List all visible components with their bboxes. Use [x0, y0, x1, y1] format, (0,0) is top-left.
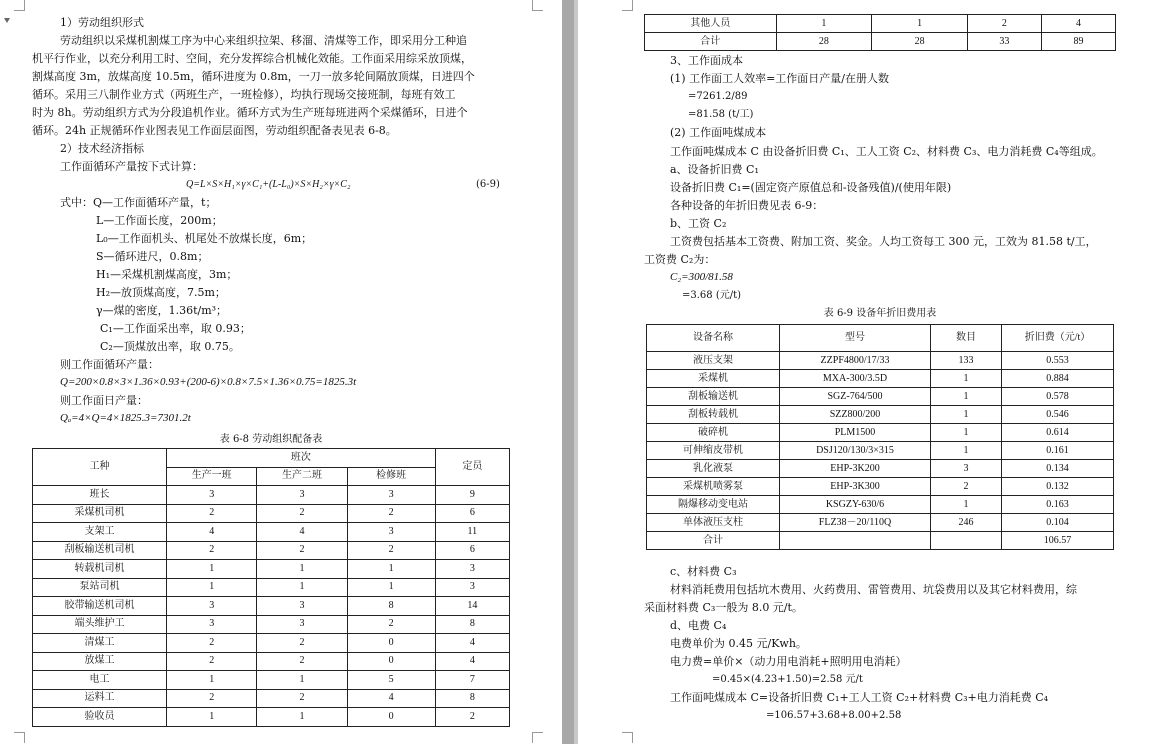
table-cell: 3: [257, 486, 347, 505]
table-row: [647, 406, 1114, 424]
heading-ton-cost: (2) 工作面吨煤成本: [670, 126, 767, 139]
cycle-output-calc: Q=200×0.8×3×1.36×0.93+(200-6)×0.8×7.5×1.36×0.75=1825.3t: [60, 376, 357, 388]
header-model: 型号: [780, 325, 931, 352]
formula: Q=L×S×H₁×γ×C₁+(L-L₀)×S×H₂×γ×C₂: [186, 179, 351, 190]
table-cell: 3: [257, 615, 347, 634]
table-cell: 2: [347, 504, 435, 523]
table-cell: 转载机司机: [33, 560, 167, 579]
table-cell: 1: [931, 424, 1002, 442]
wages-result: =3.68 (元/t): [682, 290, 742, 301]
table-cell: 0.884: [1002, 370, 1114, 388]
header-shift: 班次: [167, 449, 436, 468]
table-cell: MXA-300/3.5D: [780, 370, 931, 388]
table-cell: 2: [167, 652, 257, 671]
table-cell: 其他人员: [645, 15, 777, 33]
table-cell: [931, 532, 1002, 550]
table-6-9-caption: 表 6-9 设备年折旧费用表: [823, 308, 937, 319]
table-cell: 0: [347, 708, 435, 727]
table-cell: 放煤工: [33, 652, 167, 671]
ton-cost-description: 工作面吨煤成本 C 由设备折旧费 C₁、工人工资 C₂、材料费 C₃、电力消耗费 C₄等组成。: [670, 145, 1103, 158]
efficiency-formula: (1) 工作面工人效率=工作面日产量/在册人数: [670, 72, 889, 85]
depreciation-note: 各种设备的年折旧费见表 6-9：: [670, 199, 824, 212]
table-cell: 胶带输送机司机: [33, 597, 167, 616]
table-cell: 3: [167, 615, 257, 634]
table-row: [33, 578, 510, 597]
table-cell: 隔爆移动变电站: [647, 496, 780, 514]
formula-def: C₁—工作面采出率，取 0.93；: [100, 322, 251, 335]
table-cell: 单体液压支柱: [647, 514, 780, 532]
table-row: [33, 597, 510, 616]
table-cell: [780, 532, 931, 550]
table-cell: 电工: [33, 671, 167, 690]
table-cell: 液压支架: [647, 352, 780, 370]
table-cell: 1: [872, 15, 968, 33]
table-cell: 合计: [647, 532, 780, 550]
table-cell: 89: [1041, 33, 1115, 51]
formula-def: S—循环进尺，0.8m；: [96, 250, 209, 263]
table-cell: 133: [931, 352, 1002, 370]
table-cell: 0.546: [1002, 406, 1114, 424]
table-cell: 1: [931, 442, 1002, 460]
table-cell: 2: [931, 478, 1002, 496]
crop-mark-icon: [14, 0, 25, 11]
heading-tech-indicators: 2）技术经济指标: [60, 142, 144, 155]
table-cell: 0.104: [1002, 514, 1114, 532]
table-cell: 乳化液泵: [647, 460, 780, 478]
table-cell: 11: [435, 523, 509, 542]
table-cell: 采煤机: [647, 370, 780, 388]
table-row: [33, 634, 510, 653]
table-cell: 0.553: [1002, 352, 1114, 370]
wages-text: 工资费包括基本工资费、附加工资、奖金。人均工资每工 300 元，工效为 81.58 t/工，: [670, 235, 1097, 248]
crop-mark-icon: [14, 732, 25, 743]
table-row: [33, 615, 510, 634]
table-cell: 4: [167, 523, 257, 542]
electricity-price: 电费单价为 0.45 元/Kwh。: [670, 637, 807, 650]
table-row: [33, 523, 510, 542]
table-cell: 106.57: [1002, 532, 1114, 550]
table-cell: 8: [347, 597, 435, 616]
table-cell: 1: [167, 560, 257, 579]
table-row: [33, 671, 510, 690]
table-cell: 2: [257, 652, 347, 671]
table-cell: 6: [435, 504, 509, 523]
table-row: [647, 442, 1114, 460]
crop-mark-icon: [622, 732, 633, 743]
document-page-left: [0, 0, 562, 744]
header-total: 定员: [435, 449, 509, 486]
table-row: [647, 478, 1114, 496]
table-cell: 0.134: [1002, 460, 1114, 478]
table-cell: 8: [435, 689, 509, 708]
formula-number: (6-9): [476, 179, 500, 190]
table-cell: DSJ120/130/3×315: [780, 442, 931, 460]
total-cost-calc: =106.57+3.68+8.00+2.58: [766, 710, 902, 721]
depreciation-title: a、设备折旧费 C₁: [670, 163, 759, 176]
table-row: [33, 486, 510, 505]
table-cell: 1: [931, 496, 1002, 514]
table-cell: 破碎机: [647, 424, 780, 442]
table-cell: 可伸缩皮带机: [647, 442, 780, 460]
table-cell: EHP-3K300: [780, 478, 931, 496]
table-cell: 4: [435, 652, 509, 671]
material-text: 材料消耗费用包括坑木费用、火药费用、雷管费用、坑袋费用以及其它材料费用，综: [670, 583, 1077, 596]
table-row: [33, 504, 510, 523]
paragraph-line: 时为 8h。劳动组织方式为分段追机作业。循环方式为生产班每班进两个采煤循环，日进个: [32, 106, 468, 119]
table-cell: 2: [435, 708, 509, 727]
material-text: 采面材料费 C₃一般为 8.0 元/t。: [644, 601, 803, 614]
table-cell: 刮板输送机司机: [33, 541, 167, 560]
table-cell: 1: [257, 708, 347, 727]
electricity-calc: =0.45×(4.23+1.50)=2.58 元/t: [712, 674, 863, 685]
heading-face-cost: 3、工作面成本: [670, 54, 743, 67]
table-cell: 0: [347, 634, 435, 653]
table-cell: 1: [776, 15, 872, 33]
table-cell: 1: [347, 578, 435, 597]
collapse-caret-icon[interactable]: [4, 18, 10, 23]
table-row: [33, 652, 510, 671]
header-depreciation: 折旧费（元/t）: [1002, 325, 1114, 352]
table-row: [647, 460, 1114, 478]
table-cell: 刮板输送机: [647, 388, 780, 406]
depreciation-table: [646, 324, 1114, 550]
table-row: [645, 33, 1116, 51]
table-cell: 2: [257, 541, 347, 560]
table-row: [647, 496, 1114, 514]
header-type: 工种: [33, 449, 167, 486]
table-cell: 1: [931, 388, 1002, 406]
table-cell: 0.163: [1002, 496, 1114, 514]
formula-def: γ—煤的密度，1.36t/m³；: [96, 304, 228, 317]
table-cell: 2: [347, 615, 435, 634]
header-equipment: 设备名称: [647, 325, 780, 352]
table-row: [647, 424, 1114, 442]
table-row: [645, 15, 1116, 33]
table-row: [33, 708, 510, 727]
depreciation-formula: 设备折旧费 C₁=(固定资产原值总和-设备残值)/(使用年限): [670, 181, 952, 194]
table-cell: 4: [257, 523, 347, 542]
table-cell: 4: [1041, 15, 1115, 33]
table-cell: 2: [967, 15, 1041, 33]
table-cell: 0.161: [1002, 442, 1114, 460]
table-cell: 清煤工: [33, 634, 167, 653]
table-6-8-caption: 表 6-8 劳动组织配备表: [219, 434, 323, 445]
formula-def: H₂—放顶煤高度，7.5m；: [96, 286, 226, 299]
table-cell: 3: [931, 460, 1002, 478]
efficiency-result: =81.58 (t/工): [688, 109, 754, 120]
paragraph-line: 循环。采用三八制作业方式（两班生产，一班检修），均执行现场交接班制，每班有效工: [32, 88, 456, 101]
table-cell: 2: [257, 504, 347, 523]
table-cell: KSGZY-630/6: [780, 496, 931, 514]
table-cell: 班长: [33, 486, 167, 505]
efficiency-calc: =7261.2/89: [688, 91, 748, 102]
table-cell: 0.132: [1002, 478, 1114, 496]
table-row: [647, 388, 1114, 406]
table-row: [33, 689, 510, 708]
total-cost-formula: 工作面吨煤成本 C=设备折旧费 C₁+工人工资 C₂+材料费 C₃+电力消耗费 C₄: [670, 691, 1049, 704]
wages-title: b、工资 C₂: [670, 217, 727, 230]
table-row: [33, 541, 510, 560]
formula-def: L₀—工作面机头、机尾处不放煤长度，6m；: [96, 232, 313, 245]
table-cell: SGZ-764/500: [780, 388, 931, 406]
table-cell: ZZPF4800/17/33: [780, 352, 931, 370]
table-cell: 1: [931, 406, 1002, 424]
paragraph-line: 循环。24h 正规循环作业图表见工作面层面图，劳动组织配备表见表 6-8。: [32, 124, 397, 137]
formula-where: 式中：Q—工作面循环产量，t；: [60, 196, 217, 209]
table-cell: 采煤机喷雾泵: [647, 478, 780, 496]
crop-mark-icon: [532, 732, 543, 743]
paragraph-line: 机平行作业，以充分利用工时、空间，充分发挥综合机械化效能。工作面采用综采放顶煤，: [32, 52, 472, 65]
table-cell: 3: [167, 597, 257, 616]
table-cell: 1: [257, 578, 347, 597]
formula-def: C₂—顶煤放出率，取 0.75。: [100, 340, 240, 353]
table-cell: 3: [257, 597, 347, 616]
table-cell: 28: [872, 33, 968, 51]
table-cell: 1: [167, 578, 257, 597]
heading-labor-organization: 1）劳动组织形式: [60, 16, 144, 29]
paragraph-line: 劳动组织以采煤机割煤工序为中心来组织拉架、移溜、清煤等工作，即采用分工种追: [60, 34, 467, 47]
labor-table: [32, 448, 510, 727]
table-cell: 2: [347, 541, 435, 560]
table-cell: 1: [347, 560, 435, 579]
table-cell: 端头维护工: [33, 615, 167, 634]
table-cell: 0.578: [1002, 388, 1114, 406]
table-cell: 运料工: [33, 689, 167, 708]
table-cell: 1: [257, 560, 347, 579]
table-cell: 4: [435, 634, 509, 653]
table-row: [647, 532, 1114, 550]
header-shift-1: 生产一班: [167, 467, 257, 486]
formula-def: L—工作面长度，200m；: [96, 214, 223, 227]
table-row: [647, 352, 1114, 370]
paragraph-line: 割煤高度 3m，放煤高度 10.5m，循环进度为 0.8m，一刀一放多轮间隔放顶煤，日进四个: [32, 70, 475, 83]
table-cell: 28: [776, 33, 872, 51]
table-cell: 2: [167, 689, 257, 708]
table-cell: 3: [347, 486, 435, 505]
material-title: c、材料费 C₃: [670, 565, 737, 578]
table-cell: 8: [435, 615, 509, 634]
header-quantity: 数目: [931, 325, 1002, 352]
table-cell: 1: [931, 370, 1002, 388]
table-cell: 2: [167, 634, 257, 653]
table-cell: 5: [347, 671, 435, 690]
document-page-right: [578, 0, 1150, 744]
table-cell: 33: [967, 33, 1041, 51]
wages-text: 工资费 C₂为：: [644, 253, 716, 266]
table-cell: 2: [167, 504, 257, 523]
crop-mark-icon: [532, 0, 543, 11]
table-cell: 1: [167, 708, 257, 727]
table-cell: 3: [167, 486, 257, 505]
table-cell: 3: [435, 560, 509, 579]
table-cell: 合计: [645, 33, 777, 51]
table-cell: 泵站司机: [33, 578, 167, 597]
table-cell: 2: [167, 541, 257, 560]
table-cell: 采煤机司机: [33, 504, 167, 523]
table-cell: 3: [347, 523, 435, 542]
electricity-title: d、电费 C₄: [670, 619, 727, 632]
table-cell: 1: [167, 671, 257, 690]
table-row: [647, 514, 1114, 532]
table-cell: 4: [347, 689, 435, 708]
table-cell: 7: [435, 671, 509, 690]
crop-mark-icon: [622, 0, 633, 11]
table-cell: 9: [435, 486, 509, 505]
table-cell: SZZ800/200: [780, 406, 931, 424]
table-cell: 6: [435, 541, 509, 560]
table-cell: 1: [257, 671, 347, 690]
table-cell: EHP-3K200: [780, 460, 931, 478]
labor-table-continued: [644, 14, 1116, 51]
daily-output-calc: Qₐ=4×Q=4×1825.3=7301.2t: [60, 412, 191, 424]
electricity-formula: 电力费=单价×（动力用电消耗+照明用电消耗）: [670, 655, 907, 668]
daily-output-label: 则工作面日产量：: [60, 394, 148, 407]
table-cell: 14: [435, 597, 509, 616]
header-shift-3: 检修班: [347, 467, 435, 486]
table-cell: 验收员: [33, 708, 167, 727]
table-cell: PLM1500: [780, 424, 931, 442]
wages-calc: C₂=300/81.58: [670, 271, 733, 283]
table-cell: 2: [257, 689, 347, 708]
table-cell: FLZ38－20/110Q: [780, 514, 931, 532]
header-shift-2: 生产二班: [257, 467, 347, 486]
table-cell: 刮板转载机: [647, 406, 780, 424]
formula-def: H₁—采煤机割煤高度，3m；: [96, 268, 238, 281]
table-cell: 2: [257, 634, 347, 653]
table-row: [33, 560, 510, 579]
table-row: [647, 370, 1114, 388]
table-cell: 0: [347, 652, 435, 671]
table-cell: 支架工: [33, 523, 167, 542]
cycle-output-label: 则工作面循环产量：: [60, 358, 159, 371]
table-cell: 3: [435, 578, 509, 597]
formula-intro: 工作面循环产量按下式计算：: [60, 160, 203, 173]
table-cell: 0.614: [1002, 424, 1114, 442]
table-cell: 246: [931, 514, 1002, 532]
